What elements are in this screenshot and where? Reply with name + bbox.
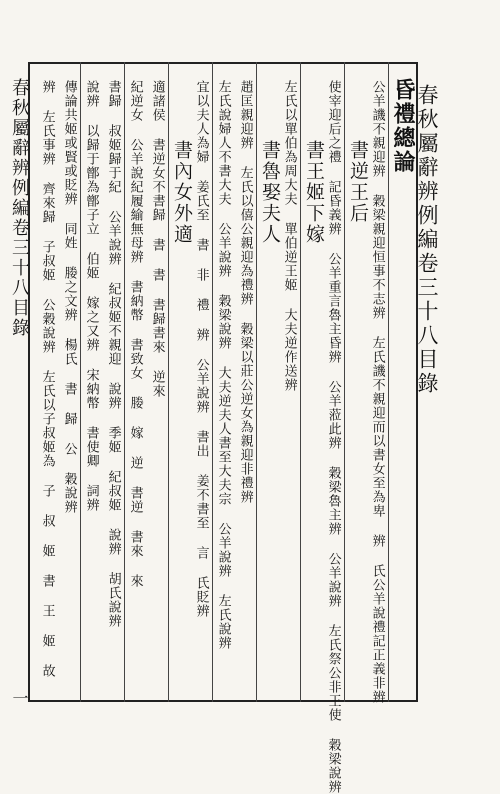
document-title: 春秋屬辭辨例編卷三十八目錄 [415, 84, 439, 396]
column-divider [256, 62, 257, 702]
text-column-11: 書內女外適 [171, 140, 193, 245]
text-column-8: 趙匡親迎辨 左氏以僖公親迎為禮辨 穀梁以莊公逆女為親迎非禮辨 [237, 80, 253, 504]
text-column-4: 使宰迎后之禮 記昏義辨 公羊重言魯主昏辨 公羊蒞此辨 穀梁魯主辨 公羊說辨 左氏祭公非王使 穀梁說辨 [325, 80, 341, 794]
column-divider [80, 62, 81, 702]
column-divider [344, 62, 345, 702]
text-column-1: 昏禮總論 [390, 78, 416, 174]
text-column-17: 辨 左氏事辨 齊來歸 子叔姬 公穀說辨 左氏以子叔姬為 子 叔 姬 書 王 姬 故 [39, 80, 55, 678]
text-column-14: 書歸 叔姬歸于紀 公羊說辨 紀叔姬不親迎 說辨 季姬 紀叔姬 說辨 胡氏說辨 [105, 80, 121, 628]
column-divider [212, 62, 213, 702]
text-column-2: 公羊譏不親迎辨 穀梁親迎恒事不志辨 左氏譏不親迎而以書女至為卑 辨 氏公羊說禮記正義非辨 [369, 80, 385, 704]
text-column-15: 說辨 以歸于鄫為鄫子立 伯姬 嫁之又辨 宋納幣 書使卿 詞辨 [83, 80, 99, 512]
column-divider [300, 62, 301, 702]
text-column-13: 紀逆女 公羊說紀履緰無母辨 書納幣 書致女 媵 嫁 逆 書逆 書來 來 [127, 80, 143, 588]
text-column-12: 適諸侯 書逆女不書歸 書 書 書歸書來 逆來 [149, 80, 165, 398]
margin-title: 春秋屬辭辨例編卷三十八目錄 [9, 78, 30, 338]
text-column-3: 書逆王后 [347, 140, 369, 224]
column-divider [124, 62, 125, 702]
page-number: 一 [10, 690, 29, 706]
text-column-7: 書魯娶夫人 [259, 140, 281, 245]
text-column-6: 左氏以單伯為周大夫 單伯逆王姬 大夫逆作送辨 [281, 80, 297, 392]
column-divider [168, 62, 169, 702]
text-column-16: 傳論共姬或賢或貶辨 同姓 媵之文辨 楊氏 書 歸 公 穀說辨 [61, 80, 77, 514]
text-column-10: 宜以夫人為婦 姜氏至 書 非 禮 辨 公羊說辨 書出 姜不書至 言 氏貶辨 [193, 80, 209, 618]
text-column-5: 書王姬下嫁 [303, 140, 325, 245]
column-divider [388, 62, 389, 702]
text-column-9: 左氏說婦人不書大夫 公羊說辨 穀梁說辨 大夫逆夫人書至大夫宗 公羊說辨 左氏說辨 [215, 80, 231, 650]
